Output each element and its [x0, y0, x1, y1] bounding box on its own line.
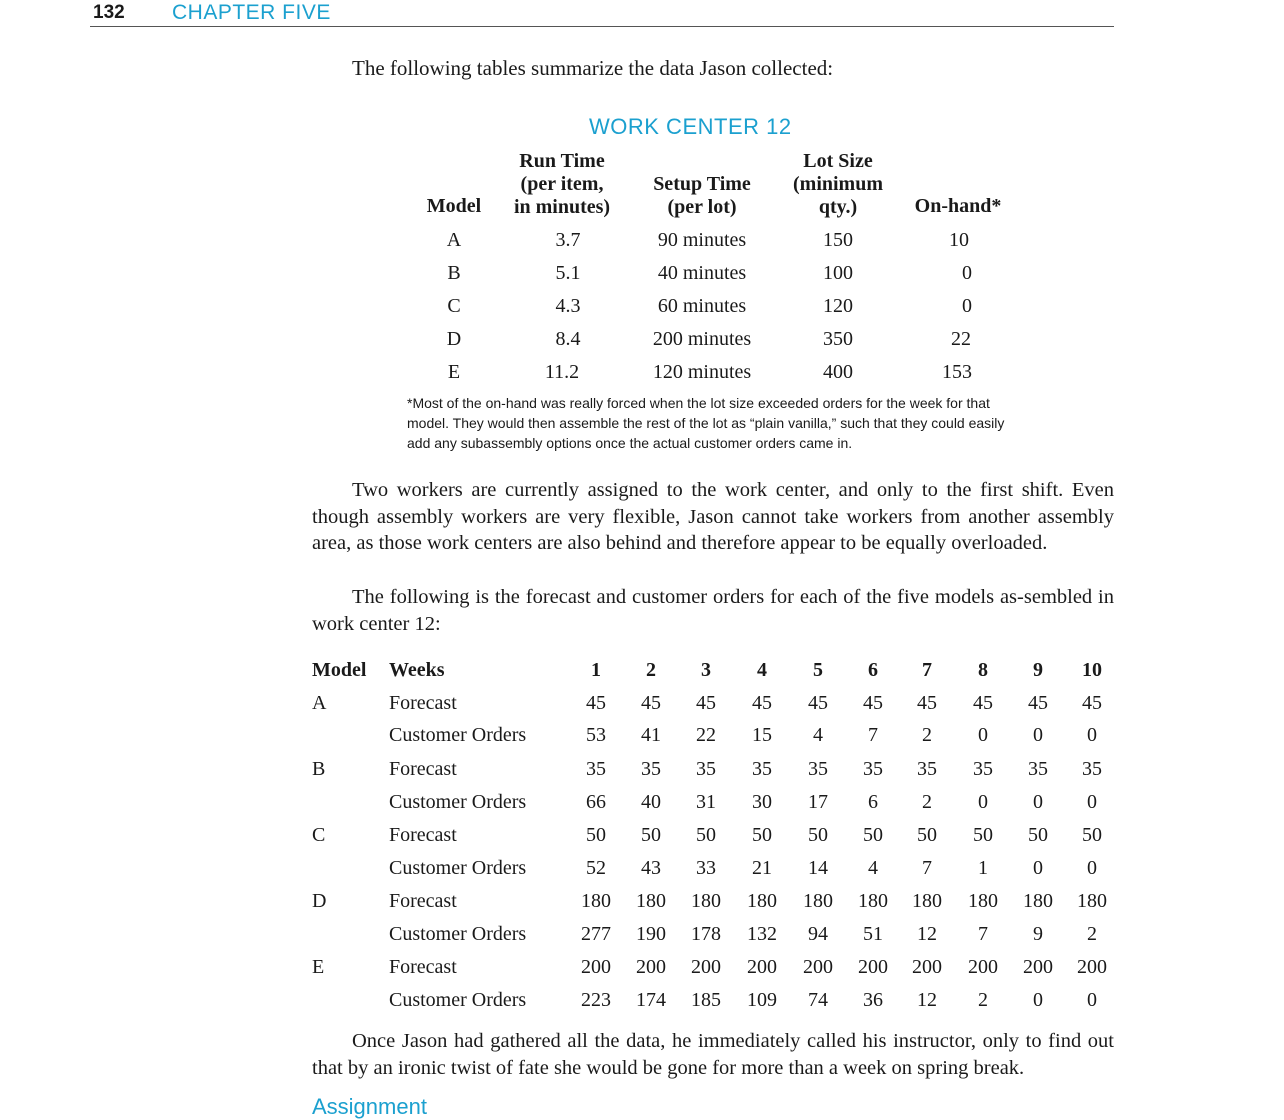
model-label: A — [312, 692, 327, 714]
customer-orders-cell: 43 — [641, 857, 661, 879]
forecast-header-weeks: Weeks — [389, 659, 445, 681]
header-setup-time-1: Setup Time — [653, 173, 751, 195]
week-header-1: 1 — [591, 659, 601, 681]
paragraph-instructor — [312, 1028, 1114, 1081]
forecast-cell: 35 — [696, 758, 716, 780]
wc-row-lot: 350 — [823, 328, 853, 350]
forecast-cell: 200 — [691, 956, 721, 978]
forecast-cell: 35 — [1028, 758, 1048, 780]
forecast-cell: 180 — [968, 890, 998, 912]
forecast-cell: 180 — [747, 890, 777, 912]
customer-orders-cell: 52 — [586, 857, 606, 879]
forecast-header-model: Model — [312, 659, 367, 681]
customer-orders-cell: 2 — [1087, 923, 1097, 945]
wc-row-model: D — [446, 328, 462, 350]
forecast-cell: 200 — [858, 956, 888, 978]
week-header-10: 10 — [1082, 659, 1102, 681]
chapter-title: CHAPTER FIVE — [172, 1, 331, 24]
wc-row-setup: 120 minutes — [652, 361, 752, 383]
forecast-cell: 180 — [1023, 890, 1053, 912]
forecast-cell: 200 — [968, 956, 998, 978]
customer-orders-cell: 2 — [922, 724, 932, 746]
wc-row-run: 4.3 — [555, 295, 581, 317]
customer-orders-cell: 0 — [1033, 791, 1043, 813]
header-run-time-2: (per item, — [520, 173, 604, 195]
forecast-cell: 50 — [808, 824, 828, 846]
customer-orders-cell: 15 — [752, 724, 772, 746]
forecast-cell: 45 — [1028, 692, 1048, 714]
customer-orders-cell: 53 — [586, 724, 606, 746]
customer-orders-cell: 17 — [808, 791, 828, 813]
customer-orders-cell: 109 — [747, 989, 777, 1011]
week-header-6: 6 — [868, 659, 878, 681]
customer-orders-cell: 0 — [1087, 724, 1097, 746]
wc-row-setup: 90 minutes — [657, 229, 747, 251]
wc-row-model: E — [447, 361, 461, 383]
customer-orders-cell: 190 — [636, 923, 666, 945]
assignment-heading: Assignment — [312, 1094, 427, 1119]
customer-orders-cell: 277 — [581, 923, 611, 945]
customer-orders-cell: 41 — [641, 724, 661, 746]
customer-orders-cell: 185 — [691, 989, 721, 1011]
customer-orders-label: Customer Orders — [389, 989, 527, 1011]
wc-row-run: 8.4 — [555, 328, 581, 350]
wc-row-setup: 40 minutes — [657, 262, 747, 284]
customer-orders-cell: 178 — [691, 923, 721, 945]
work-center-title: WORK CENTER 12 — [589, 114, 792, 139]
forecast-cell: 45 — [863, 692, 883, 714]
week-header-7: 7 — [922, 659, 932, 681]
customer-orders-cell: 0 — [1087, 857, 1097, 879]
customer-orders-cell: 132 — [747, 923, 777, 945]
customer-orders-cell: 0 — [1087, 989, 1097, 1011]
customer-orders-cell: 6 — [868, 791, 878, 813]
customer-orders-cell: 223 — [581, 989, 611, 1011]
forecast-cell: 50 — [973, 824, 993, 846]
model-label: C — [312, 824, 326, 846]
week-header-9: 9 — [1033, 659, 1043, 681]
forecast-cell: 200 — [803, 956, 833, 978]
customer-orders-label: Customer Orders — [389, 923, 527, 945]
forecast-cell: 180 — [636, 890, 666, 912]
forecast-label: Forecast — [389, 692, 457, 714]
forecast-cell: 180 — [912, 890, 942, 912]
forecast-cell: 200 — [636, 956, 666, 978]
customer-orders-label: Customer Orders — [389, 724, 527, 746]
footnote: *Most of the on-hand was really forced when the lot size exceeded orders for the week for that model. They would then assemble the rest of the lot as “plain vanilla,” such that they could easily add any subassembly options once the actual customer orders came in. — [407, 395, 1005, 451]
header-rule — [90, 26, 1114, 27]
model-label: E — [312, 956, 325, 978]
customer-orders-cell: 0 — [978, 724, 988, 746]
forecast-cell: 45 — [586, 692, 606, 714]
forecast-cell: 180 — [1077, 890, 1107, 912]
wc-row-model: C — [447, 295, 461, 317]
paragraph-instructor-text: Once Jason had gathered all the data, he immediately called his instructor, only to find out that by an ironic twist of fate she would be gone for more than a week on spring break. — [312, 1030, 1114, 1079]
header-setup-time-2: (per lot) — [667, 196, 737, 218]
wc-row-onhand: 10 — [949, 229, 969, 251]
header-model: Model — [426, 195, 482, 217]
customer-orders-cell: 0 — [978, 791, 988, 813]
forecast-cell: 50 — [696, 824, 716, 846]
wc-row-onhand: 0 — [962, 295, 972, 317]
customer-orders-cell: 1 — [978, 857, 988, 879]
forecast-cell: 50 — [752, 824, 772, 846]
customer-orders-cell: 0 — [1087, 791, 1097, 813]
forecast-cell: 180 — [581, 890, 611, 912]
forecast-cell: 35 — [808, 758, 828, 780]
customer-orders-label: Customer Orders — [389, 857, 527, 879]
wc-row-setup: 60 minutes — [657, 295, 747, 317]
forecast-cell: 35 — [752, 758, 772, 780]
customer-orders-cell: 7 — [922, 857, 932, 879]
model-label: D — [312, 890, 327, 912]
paragraph-workers-text: Two workers are currently assigned to the work center, and only to the first shift. Even though assembly workers are very flexible, Jason cannot take workers from another assembly area, as those work centers are also behind and therefore appear to be equally overloaded. — [312, 479, 1114, 555]
forecast-label: Forecast — [389, 890, 457, 912]
customer-orders-cell: 4 — [813, 724, 823, 746]
forecast-cell: 45 — [641, 692, 661, 714]
wc-row-lot: 150 — [823, 229, 853, 251]
forecast-cell: 35 — [863, 758, 883, 780]
customer-orders-cell: 0 — [1033, 989, 1043, 1011]
header-run-time-3: in minutes) — [513, 196, 611, 218]
forecast-cell: 50 — [586, 824, 606, 846]
wc-row-onhand: 0 — [962, 262, 972, 284]
wc-row-model: B — [447, 262, 461, 284]
customer-orders-cell: 51 — [863, 923, 883, 945]
forecast-cell: 180 — [691, 890, 721, 912]
wc-row-onhand: 22 — [951, 328, 971, 350]
forecast-cell: 35 — [1082, 758, 1102, 780]
forecast-cell: 35 — [917, 758, 937, 780]
week-header-4: 4 — [757, 659, 767, 681]
customer-orders-cell: 2 — [978, 989, 988, 1011]
customer-orders-cell: 0 — [1033, 724, 1043, 746]
forecast-cell: 45 — [808, 692, 828, 714]
forecast-cell: 50 — [1028, 824, 1048, 846]
week-header-2: 2 — [646, 659, 656, 681]
forecast-cell: 200 — [1023, 956, 1053, 978]
forecast-cell: 200 — [912, 956, 942, 978]
wc-row-run: 11.2 — [544, 361, 580, 383]
customer-orders-cell: 12 — [917, 989, 937, 1011]
customer-orders-cell: 9 — [1033, 923, 1043, 945]
wc-row-lot: 100 — [823, 262, 853, 284]
forecast-cell: 180 — [858, 890, 888, 912]
customer-orders-cell: 174 — [636, 989, 666, 1011]
customer-orders-cell: 31 — [696, 791, 716, 813]
header-lot-size-3: qty.) — [818, 196, 858, 218]
forecast-cell: 180 — [803, 890, 833, 912]
forecast-label: Forecast — [389, 956, 457, 978]
wc-row-lot: 400 — [823, 361, 853, 383]
header-on-hand: On-hand* — [914, 195, 1002, 217]
forecast-cell: 35 — [641, 758, 661, 780]
forecast-label: Forecast — [389, 758, 457, 780]
customer-orders-cell: 7 — [978, 923, 988, 945]
customer-orders-cell: 40 — [641, 791, 661, 813]
wc-row-setup: 200 minutes — [652, 328, 752, 350]
customer-orders-cell: 36 — [863, 989, 883, 1011]
customer-orders-cell: 7 — [868, 724, 878, 746]
model-label: B — [312, 758, 326, 780]
customer-orders-cell: 21 — [752, 857, 772, 879]
forecast-cell: 200 — [581, 956, 611, 978]
wc-row-lot: 120 — [823, 295, 853, 317]
page-number: 132 — [93, 2, 125, 23]
customer-orders-cell: 94 — [808, 923, 828, 945]
customer-orders-cell: 74 — [808, 989, 828, 1011]
header-run-time-1: Run Time — [519, 150, 605, 172]
week-header-3: 3 — [701, 659, 711, 681]
paragraph-forecast-intro-text: The following is the forecast and customer orders for each of the five models as-sembled in work center 12: — [312, 586, 1114, 635]
forecast-cell: 200 — [747, 956, 777, 978]
forecast-cell: 50 — [1082, 824, 1102, 846]
forecast-cell: 35 — [973, 758, 993, 780]
header-lot-size-1: Lot Size — [803, 150, 873, 172]
forecast-cell: 45 — [917, 692, 937, 714]
customer-orders-cell: 30 — [752, 791, 772, 813]
forecast-cell: 45 — [696, 692, 716, 714]
forecast-cell: 50 — [641, 824, 661, 846]
paragraph-workers — [312, 477, 1114, 557]
intro-text: The following tables summarize the data Jason collected: — [352, 56, 834, 80]
forecast-cell: 200 — [1077, 956, 1107, 978]
forecast-cell: 45 — [1082, 692, 1102, 714]
forecast-cell: 50 — [863, 824, 883, 846]
forecast-cell: 45 — [752, 692, 772, 714]
forecast-cell: 35 — [586, 758, 606, 780]
wc-row-run: 5.1 — [555, 262, 581, 284]
week-header-8: 8 — [978, 659, 988, 681]
header-lot-size-2: (minimum — [793, 173, 883, 195]
forecast-cell: 50 — [917, 824, 937, 846]
customer-orders-cell: 0 — [1033, 857, 1043, 879]
customer-orders-cell: 4 — [868, 857, 878, 879]
customer-orders-label: Customer Orders — [389, 791, 527, 813]
customer-orders-cell: 2 — [922, 791, 932, 813]
customer-orders-cell: 33 — [696, 857, 716, 879]
week-header-5: 5 — [813, 659, 823, 681]
customer-orders-cell: 66 — [586, 791, 606, 813]
customer-orders-cell: 22 — [696, 724, 716, 746]
wc-row-run: 3.7 — [555, 229, 581, 251]
forecast-label: Forecast — [389, 824, 457, 846]
paragraph-forecast-intro — [312, 584, 1114, 637]
forecast-cell: 45 — [973, 692, 993, 714]
wc-row-onhand: 153 — [942, 361, 972, 383]
customer-orders-cell: 14 — [808, 857, 828, 879]
wc-row-model: A — [446, 229, 462, 251]
customer-orders-cell: 12 — [917, 923, 937, 945]
